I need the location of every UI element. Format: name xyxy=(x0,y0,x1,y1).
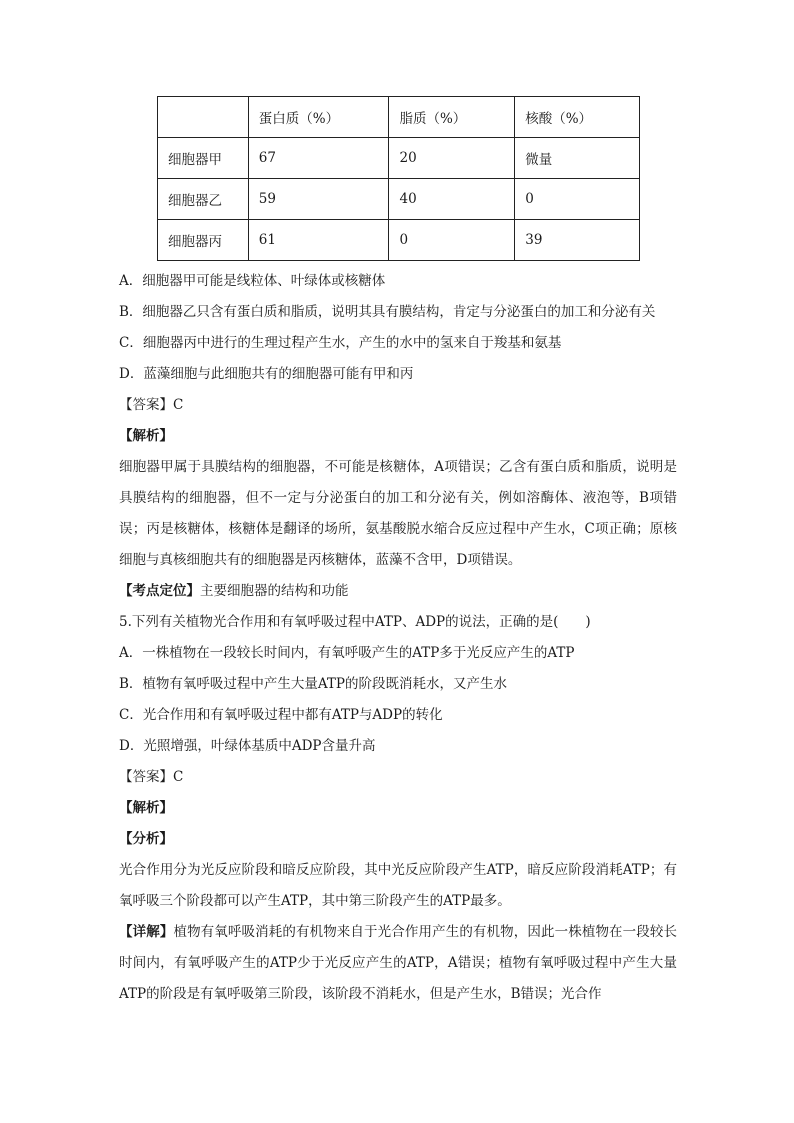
q5-option-a: A．一株植物在一段较长时间内，有氧呼吸产生的ATP多于光反应产生的ATP xyxy=(119,645,575,661)
q5-option-d: D．光照增强，叶绿体基质中ADP含量升高 xyxy=(119,738,376,754)
table-header-row xyxy=(158,97,640,138)
q4-answer: 【答案】C xyxy=(119,397,184,413)
table-header-cell xyxy=(158,97,249,138)
table-cell: 微量 xyxy=(515,138,640,179)
table-cell: 59 xyxy=(248,179,389,220)
table-cell: 0 xyxy=(515,179,640,220)
table-cell: 细胞器乙 xyxy=(158,179,249,220)
q5-xiangjie-label: 【详解】 xyxy=(119,924,174,940)
q4-option-a: A．细胞器甲可能是线粒体、叶绿体或核糖体 xyxy=(119,273,386,289)
table-cell: 61 xyxy=(248,220,389,261)
q5-answer: 【答案】C xyxy=(119,769,184,785)
table-row xyxy=(158,138,640,179)
table-row xyxy=(158,179,640,220)
q4-option-c: C．细胞器丙中进行的生理过程产生水，产生的水中的氢来自于羧基和氨基 xyxy=(119,335,562,351)
q5-option-b: B．植物有氧呼吸过程中产生大量ATP的阶段既消耗水，又产生水 xyxy=(119,676,508,692)
table-cell: 40 xyxy=(389,179,515,220)
q4-kaodian-text: 主要细胞器的结构和功能 xyxy=(200,583,349,599)
table-header-cell: 核酸（%） xyxy=(515,97,640,138)
q5-question: 5.下列有关植物光合作用和有氧呼吸过程中ATP、ADP的说法，正确的是( ) xyxy=(119,614,591,630)
q5-xiangjie xyxy=(119,917,677,1010)
q5-fenxi-text: 光合作用分为光反应阶段和暗反应阶段，其中光反应阶段产生ATP，暗反应阶段消耗ATP；有氧呼吸三个阶段都可以产生ATP，其中第三阶段产生的ATP最多。 xyxy=(119,862,677,909)
table-cell: 67 xyxy=(248,138,389,179)
table-cell: 细胞器甲 xyxy=(158,138,249,179)
q4-option-b: B．细胞器乙只含有蛋白质和脂质，说明其具有膜结构，肯定与分泌蛋白的加工和分泌有关 xyxy=(119,304,656,320)
q5-analysis-label: 【解析】 xyxy=(119,800,173,816)
q4-kaodian-label: 【考点定位】 xyxy=(119,583,200,599)
organelle-composition-table xyxy=(157,96,640,261)
table-cell: 0 xyxy=(389,220,515,261)
table-header-cell: 蛋白质（%） xyxy=(248,97,389,138)
table-header-cell: 脂质（%） xyxy=(389,97,515,138)
table-cell: 细胞器丙 xyxy=(158,220,249,261)
q5-fenxi-label: 【分析】 xyxy=(119,831,173,847)
q4-option-d: D．蓝藻细胞与此细胞共有的细胞器可能有甲和丙 xyxy=(119,366,414,382)
q4-analysis-text: 细胞器甲属于具膜结构的细胞器，不可能是核糖体，A项错误；乙含有蛋白质和脂质，说明是具膜结构的细胞器，但不一定与分泌蛋白的加工和分泌有关，例如溶酶体、液泡等，B项错误；丙是核糖体，核糖体是翻译的场所，氨基酸脱水缩合反应过程中产生水，C项正确；原核细胞与真核细胞共有的细胞器是丙核糖体，蓝藻不含甲，D项错误。 xyxy=(119,459,677,568)
question-content xyxy=(119,266,677,1010)
table-cell: 20 xyxy=(389,138,515,179)
table-cell: 39 xyxy=(515,220,640,261)
q5-xiangjie-text: 植物有氧呼吸消耗的有机物来自于光合作用产生的有机物，因此一株植物在一段较长时间内，有氧呼吸产生的ATP少于光反应产生的ATP，A错误；植物有氧呼吸过程中产生大量ATP的阶段是有氧呼吸第三阶段，该阶段不消耗水，但是产生水，B错误；光合作 xyxy=(119,924,678,1002)
table-row xyxy=(158,220,640,261)
q4-analysis-label: 【解析】 xyxy=(119,428,173,444)
q5-option-c: C．光合作用和有氧呼吸过程中都有ATP与ADP的转化 xyxy=(119,707,443,723)
q4-kaodian xyxy=(119,576,677,607)
